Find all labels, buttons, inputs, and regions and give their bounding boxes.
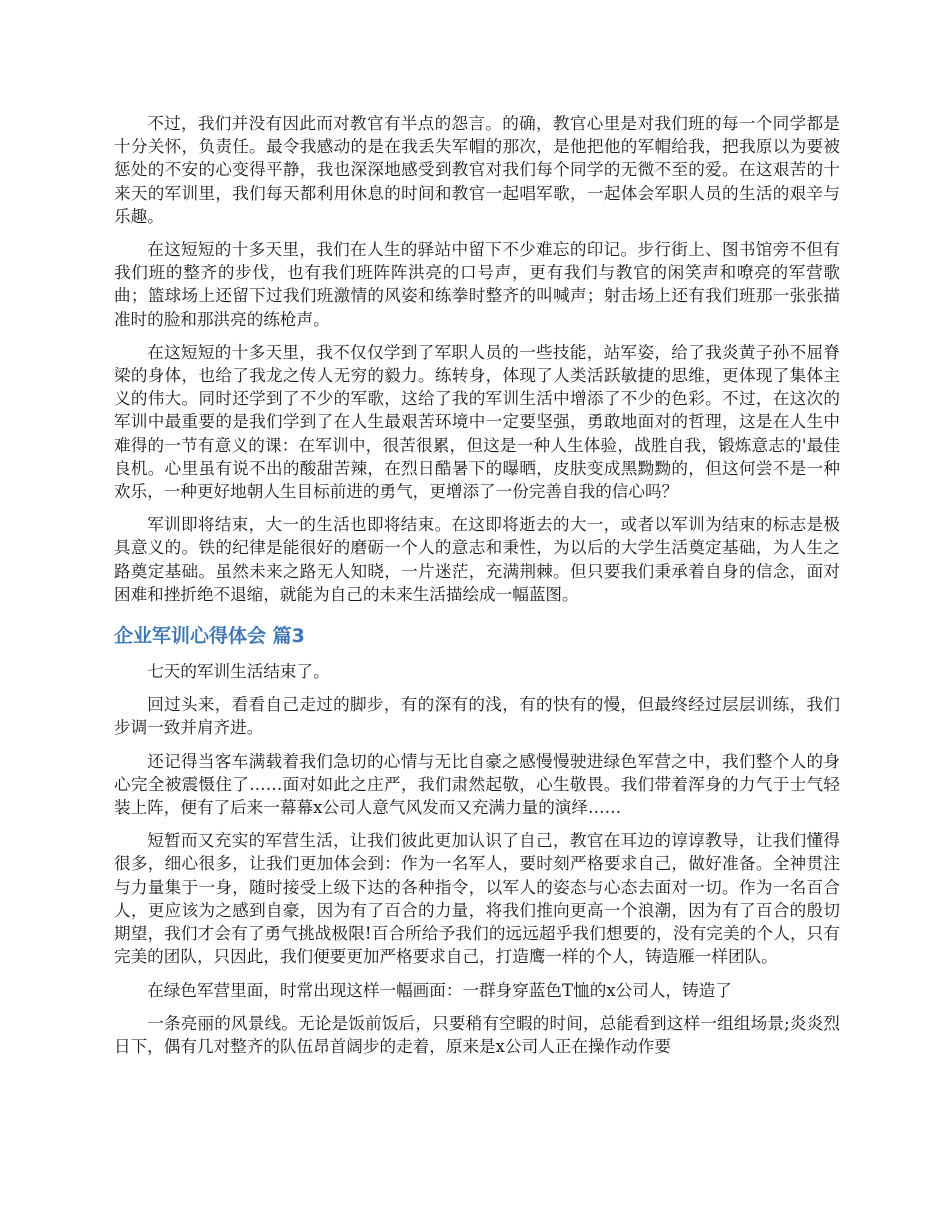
section-heading: 企业军训心得体会 篇3: [114, 625, 305, 648]
paragraph-teacher-care: 不过，我们并没有因此而对教官有半点的怨言。的确，教官心里是对我们班的每一个同学都是十分关怀，负责任。最令我感动的是在我丢失军帽的那次，是他把他的军帽给我，把我原以为要被惩处的不安的心变得平静，我也深深地感受到教官对我们每个同学的无微不至的爱。在这艰苦的十来天的军训里，我们每天都利用休息的时间和教官一起唱军歌，一起体会军职人员的生活的艰辛与乐趣。: [114, 114, 840, 226]
paragraph-memories: 在这短短的十多天里，我们在人生的驿站中留下不少难忘的印记。步行街上、图书馆旁不但有我们班的整齐的步伐，也有我们班阵阵洪亮的口号声，更有我们与教官的闲笑声和嘹亮的军营歌曲；篮球场上还留下过我们班激情的风姿和练拳时整齐的叫喊声；射击场上还有我们班那一张张描准时的脸和那洪亮的练枪声。: [114, 240, 840, 329]
document-page: [114, 112, 840, 1068]
paragraph-seven-days: 七天的军训生活结束了。: [147, 662, 330, 682]
paragraph-skills-learned: 在这短短的十多天里，我不仅仅学到了军职人员的一些技能，站军姿，给了我炎黄子孙不屈脊梁的身体，也给了我龙之传人无穷的毅力。练转身，体现了人类活跃敏捷的思维，更体现了集体主义的伟大。同时还学到了不少的军歌，这给了我的军训生活中增添了不少的色彩。不过，在这次的军训中最重要的是我们学到了在人生最艰苦环境中一定要坚强，勇敢地面对的哲理，这是在人生中难得的一节有意义的课：在军训中，很苦很累，但这是一种人生体验，战胜自我，锻炼意志的'最佳良机。心里虽有说不出的酸甜苦辣，在烈日酷暑下的曝晒，皮肤变成黑黝黝的，但这何尝不是一种欢乐，一种更好地朝人生目标前进的勇气，更增添了一份完善自我的信心吗？: [114, 342, 840, 502]
paragraph-camp-life: 短暂而又充实的军营生活，让我们彼此更加认识了自己，教官在耳边的谆谆教导，让我们懂得很多，细心很多，让我们更加体会到：作为一名军人，要时刻严格要求自己，做好准备。全神贯注与力量集于一身，随时接受上级下达的各种指令，以军人的姿态与心态去面对一切。作为一名百合人，更应该为之感到自豪，因为有了百合的力量，将我们推向更高一个浪潮，因为有了百合的殷切期望，我们才会有了勇气挑战极限!百合所给予我们的远远超乎我们想要的，没有完美的个人，只有完美的团队，只因此，我们便要更加严格要求自己，打造鹰一样的个人，铸造雁一样团队。: [114, 831, 840, 967]
paragraph-looking-back: 回过头来，看看自己走过的脚步，有的深有的浅，有的快有的慢，但最终经过层层训练，我们步调一致并肩齐进。: [114, 695, 840, 738]
paragraph-training-ending: 军训即将结束，大一的生活也即将结束。在这即将逝去的大一，或者以军训为结束的标志是极具意义的。铁的纪律是能很好的磨砺一个人的意志和秉性，为以后的大学生活奠定基础，为人生之路奠定基础。虽然未来之路无人知晓，一片迷茫，充满荆棘。但只要我们秉承着自身的信念，面对困难和挫折绝不退缩，就能为自己的未来生活描绘成一幅蓝图。: [114, 515, 840, 604]
paragraph-green-camp: 在绿色军营里面，时常出现这样一幅画面：一群身穿蓝色T恤的x公司人，铸造了: [147, 980, 732, 1000]
paragraph-scenery: 一条亮丽的风景线。无论是饭前饭后，只要稍有空暇的时间，总能看到这样一组组场景;炎炎烈日下，偶有几对整齐的队伍昂首阔步的走着，原来是x公司人正在操作动作要: [114, 1013, 840, 1056]
paragraph-arrival: 还记得当客车满载着我们急切的心情与无比自豪之感慢慢驶进绿色军营之中，我们整个人的身心完全被震慑住了……面对如此之庄严，我们肃然起敬，心生敬畏。我们带着浑身的力气于士气轻装上阵，便有了后来一幕幕x公司人意气风发而又充满力量的演绎……: [114, 751, 840, 818]
